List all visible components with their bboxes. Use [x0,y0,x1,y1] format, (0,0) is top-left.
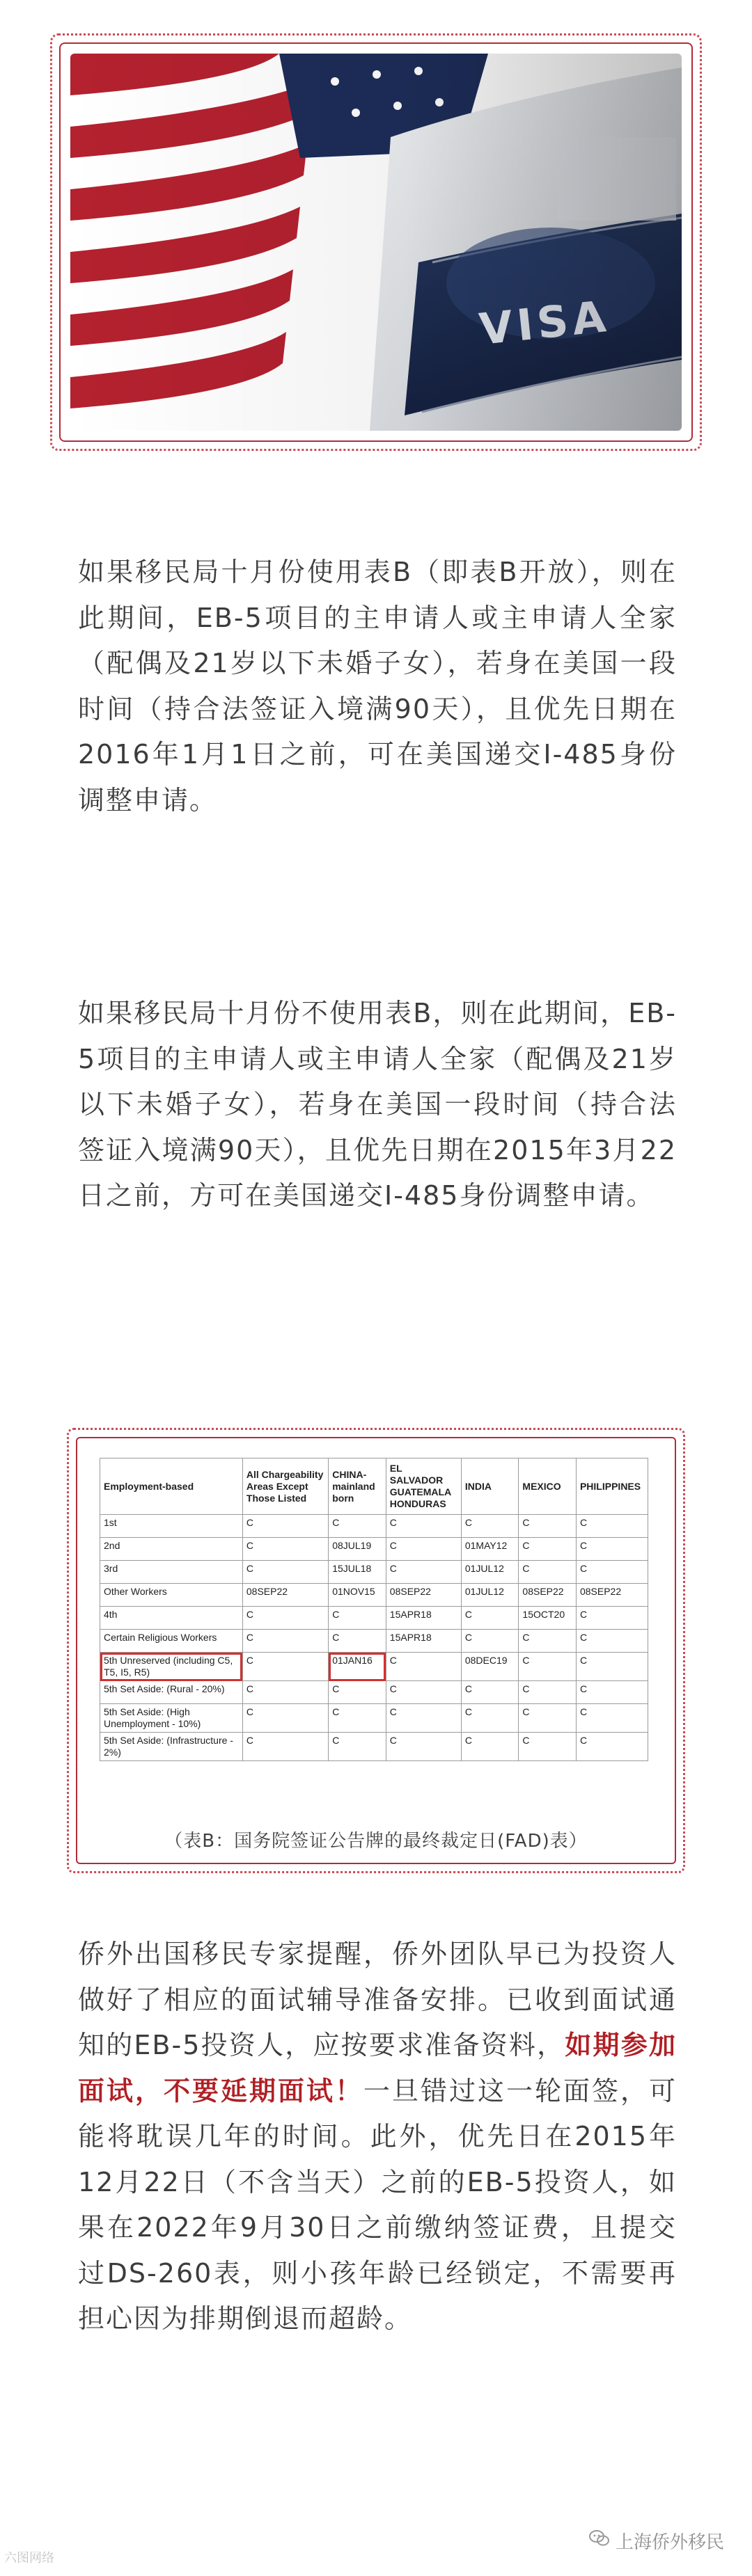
header-india: INDIA [461,1458,519,1515]
date-cell: C [329,1681,386,1704]
date-cell: 01NOV15 [329,1584,386,1607]
row-category-cell: Certain Religious Workers [100,1630,243,1653]
fad-table-card [67,1428,685,1873]
header-mexico: MEXICO [519,1458,577,1515]
date-cell: 08SEP22 [519,1584,577,1607]
date-cell: C [519,1538,577,1561]
date-cell: C [519,1653,577,1681]
date-cell: C [461,1681,519,1704]
fad-table [100,1458,648,1761]
row-category-cell: 4th [100,1607,243,1630]
date-cell: C [242,1538,328,1561]
date-cell: C [242,1515,328,1538]
reminder-text-after: 一旦错过这一轮面签，可能将耽误几年的时间。此外，优先日在2015年12月22日（不含当天）之前的EB-5投资人，如果在2022年9月30日之前缴纳签证费，且提交过DS-260表，则小孩年龄已经锁定，不需要再担心因为排期倒退而超龄。 [78,2075,677,2334]
table-row [100,1653,648,1681]
paragraph-table-b-not-used: 如果移民局十月份不使用表B，则在此期间，EB-5项目的主申请人或主申请人全家（配偶及21岁以下未婚子女），若身在美国一段时间（持合法签证入境满90天），且优先日期在2015年3月22日之前，方可在美国递交I-485身份调整申请。 [78,998,677,1211]
date-cell: C [461,1704,519,1733]
date-cell: C [329,1630,386,1653]
table-row [100,1630,648,1653]
date-cell: C [576,1561,648,1584]
date-cell: C [386,1704,461,1733]
date-cell: C [576,1515,648,1538]
date-cell: 15APR18 [386,1630,461,1653]
date-cell: C [576,1653,648,1681]
date-cell: C [519,1515,577,1538]
date-cell: C [461,1515,519,1538]
date-cell: C [519,1733,577,1761]
paragraph-table-b-used: 如果移民局十月份使用表B（即表B开放），则在此期间，EB-5项目的主申请人或主申请人全家（配偶及21岁以下未婚子女），若身在美国一段时间（持合法签证入境满90天），且优先日期在2016年1月1日之前，可在美国递交I-485身份调整申请。 [78,557,677,816]
table-row [100,1733,648,1761]
reminder-text-before: 侨外出国移民专家提醒，侨外团队早已为投资人做好了相应的面试辅导准备安排。已收到面试通知的EB-5投资人，应按要求准备资料， [78,1939,677,2060]
row-category-cell: 2nd [100,1538,243,1561]
date-cell: C [519,1681,577,1704]
date-cell: C [576,1607,648,1630]
date-cell: C [329,1515,386,1538]
date-cell: 15JUL18 [329,1561,386,1584]
date-cell: C [386,1681,461,1704]
date-cell: 01MAY12 [461,1538,519,1561]
fad-table-caption: （表B：国务院签证公告牌的最终裁定日(FAD)表） [164,1831,588,1852]
date-cell: C [576,1681,648,1704]
date-cell: C [461,1733,519,1761]
row-category-cell: 5th Unreserved (including C5, T5, I5, R5) [100,1653,243,1681]
date-cell: 08JUL19 [329,1538,386,1561]
table-row [100,1681,648,1704]
row-category-cell: 5th Set Aside: (Infrastructure - 2%) [100,1733,243,1761]
header-china: CHINA-mainland born [329,1458,386,1515]
hero-image [70,54,682,431]
date-cell: C [329,1733,386,1761]
date-cell: C [242,1630,328,1653]
row-category-cell: 1st [100,1515,243,1538]
date-cell: C [242,1733,328,1761]
date-cell: C [519,1630,577,1653]
table-row [100,1704,648,1733]
date-cell: C [519,1704,577,1733]
watermark-account [589,2528,724,2554]
paragraph-expert-reminder [78,1932,677,2342]
watermark-account-name: 上海侨外移民 [615,2532,724,2553]
date-cell: C [242,1704,328,1733]
table-row [100,1561,648,1584]
date-cell: 01JAN16 [329,1653,386,1681]
date-cell: C [242,1561,328,1584]
row-category-cell: 5th Set Aside: (High Unemployment - 10%) [100,1704,243,1733]
date-cell: C [386,1538,461,1561]
date-cell: C [576,1630,648,1653]
date-cell: C [386,1653,461,1681]
date-cell: 08DEC19 [461,1653,519,1681]
date-cell: 01JUL12 [461,1561,519,1584]
date-cell: C [386,1515,461,1538]
date-cell: C [386,1561,461,1584]
date-cell: C [461,1607,519,1630]
header-employment-based: Employment-based [100,1458,243,1515]
date-cell: C [242,1681,328,1704]
table-row [100,1515,648,1538]
date-cell: C [576,1704,648,1733]
date-cell: C [386,1733,461,1761]
date-cell: C [519,1561,577,1584]
date-cell: 08SEP22 [242,1584,328,1607]
row-category-cell: 3rd [100,1561,243,1584]
wechat-icon [589,2529,610,2552]
row-category-cell: 5th Set Aside: (Rural - 20%) [100,1681,243,1704]
date-cell: 15OCT20 [519,1607,577,1630]
fad-table-header-row [100,1458,648,1515]
header-all-chargeability: All Chargeability Areas Except Those Listed [242,1458,328,1515]
date-cell: 15APR18 [386,1607,461,1630]
date-cell: C [329,1704,386,1733]
header-el-salvador: EL SALVADOR GUATEMALA HONDURAS [386,1458,461,1515]
date-cell: C [242,1653,328,1681]
header-philippines: PHILIPPINES [576,1458,648,1515]
date-cell: C [576,1733,648,1761]
date-cell: 08SEP22 [386,1584,461,1607]
date-cell: C [461,1630,519,1653]
row-category-cell: Other Workers [100,1584,243,1607]
date-cell: C [576,1538,648,1561]
date-cell: C [242,1607,328,1630]
date-cell: 08SEP22 [576,1584,648,1607]
hero-image-frame [50,33,702,451]
table-row [100,1607,648,1630]
table-row [100,1538,648,1561]
date-cell: 01JUL12 [461,1584,519,1607]
watermark-source: 六图网络 [4,2551,54,2566]
date-cell: C [329,1607,386,1630]
table-row [100,1584,648,1607]
reminder-highlight: 如期参加面试，不要延期面试！ [78,2030,677,2106]
